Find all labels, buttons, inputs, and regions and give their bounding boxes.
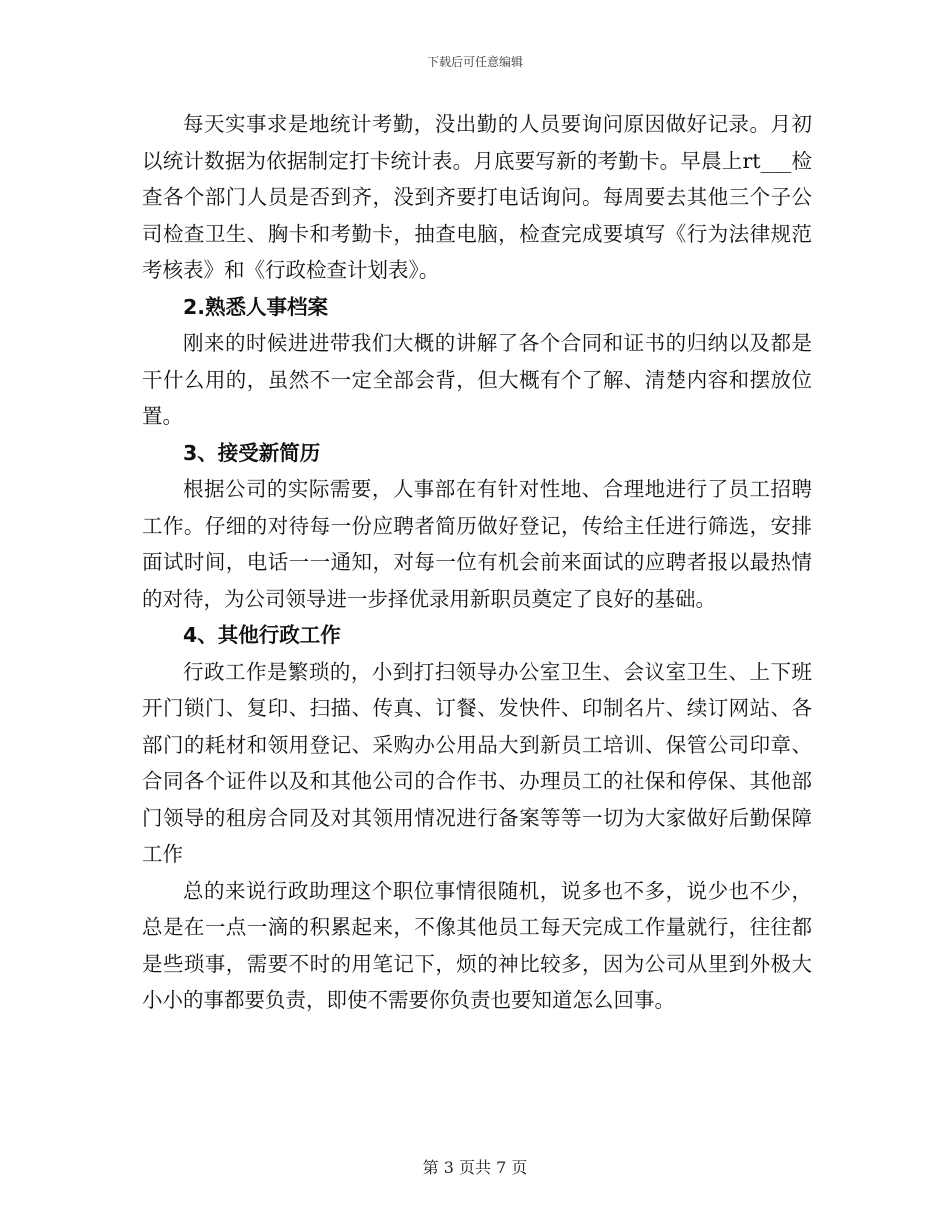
page-header: 下载后可任意编辑	[426, 55, 523, 69]
paragraph-attendance: 每天实事求是地统计考勤，没出勤的人员要询问原因做好记录。月初以统计数据为依据制定打卡统计表。月底要写新的考勤卡。早晨上rt___检查各个部门人员是否到齐，没到齐要打电话询问。每周要去其他三个子公司检查卫生、胸卡和考勤卡，抽查电脑，检查完成要填写《行为法律规范考核表》和《行政检查计划表》。	[142, 112, 812, 282]
page-footer: 第 3 页共 7 页	[422, 1158, 528, 1177]
paragraph-summary: 总的来说行政助理这个职位事情很随机，说多也不多，说少也不少，总是在一点一滴的积累起来，不像其他员工每天完成工作量就行，往往都是些琐事，需要不时的用笔记下，烦的神比较多，因为公司从里到外极大小小的事都要负责，即使不需要你负责也要知道怎么回事。	[142, 878, 812, 1012]
document-body	[142, 106, 812, 1019]
section-heading-other-admin: 4、其他行政工作	[183, 623, 341, 647]
paragraph-personnel-files: 刚来的时候进进带我们大概的讲解了各个合同和证书的归纳以及都是干什么用的，虽然不一定全部会背，但大概有个了解、清楚内容和摆放位置。	[142, 331, 812, 428]
paragraph-resumes: 根据公司的实际需要，人事部在有针对性地、合理地进行了员工招聘工作。仔细的对待每一份应聘者简历做好登记，传给主任进行筛选，安排面试时间，电话一一通知，对每一位有机会前来面试的应聘者报以最热情的对待，为公司领导进一步择优录用新职员奠定了良好的基础。	[142, 477, 812, 611]
section-heading-resumes: 3、接受新简历	[183, 440, 321, 465]
section-heading-personnel-files: 2.熟悉人事档案	[183, 294, 329, 319]
paragraph-other-admin: 行政工作是繁琐的，小到打扫领导办公室卫生、会议室卫生、上下班开门锁门、复印、扫描、传真、订餐、发快件、印制名片、续订网站、各部门的耗材和领用登记、采购办公用品大到新员工培训、保管公司印章、合同各个证件以及和其他公司的合作书、办理员工的社保和停保、其他部门领导的租房合同及对其领用情况进行备案等等一切为大家做好后勤保障工作	[142, 659, 812, 866]
